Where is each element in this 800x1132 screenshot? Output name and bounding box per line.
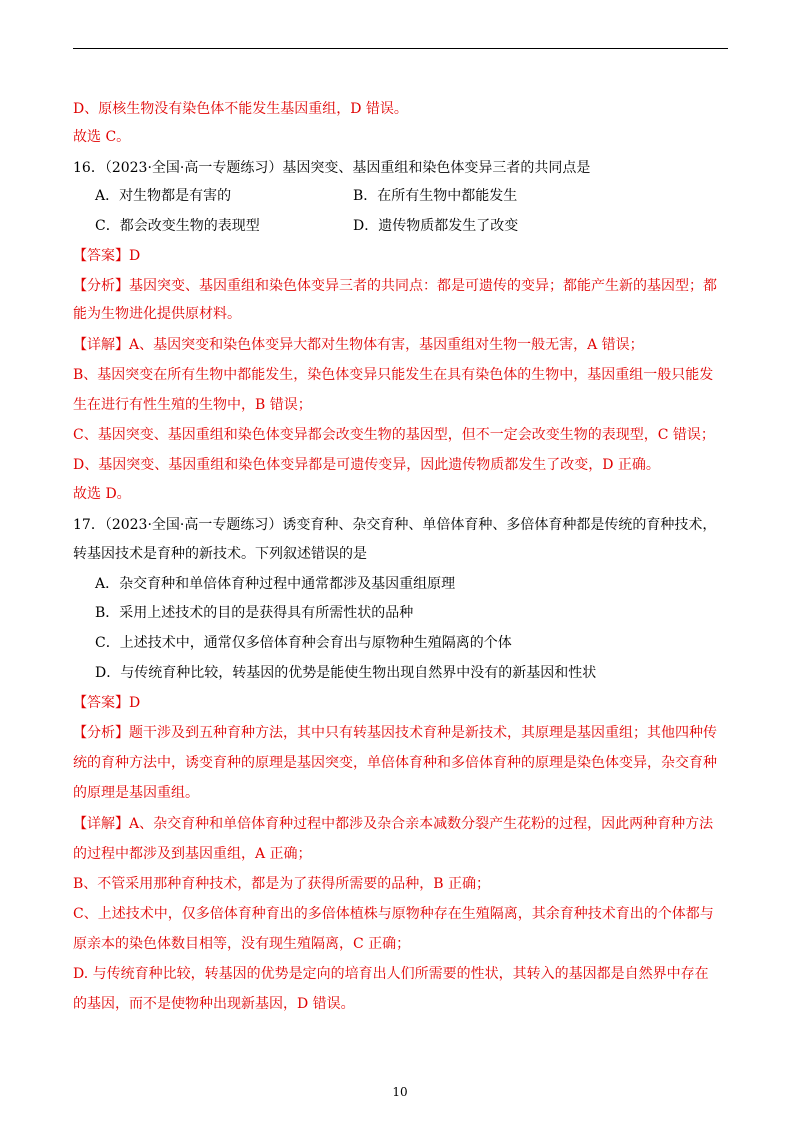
question-17-stem: 17．（2023·全国·高一专题练习）诱变育种、杂交育种、单倍体育种、多倍体育种都是传统的育种技术， — [73, 517, 717, 533]
question-16-detail: D、基因突变、基因重组和染色体变异都是可遗传变异，因此遗传物质都发生了改变，D 正确。 — [73, 457, 660, 473]
question-17-detail: 的基因，而不是使物种出现新基因，D 错误。 — [73, 996, 355, 1012]
question-17-analysis: 的原理是基因重组。 — [73, 785, 199, 801]
question-17-option-b: B．采用上述技术的目的是获得具有所需性状的品种 — [95, 605, 414, 621]
question-17-stem: 转基因技术是育种的新技术。下列叙述错误的是 — [73, 546, 367, 562]
question-17-detail: 原亲本的染色体数目相等，没有现生殖隔离，C 正确； — [73, 936, 411, 952]
question-17-answer: 【答案】D — [73, 695, 141, 711]
question-16-analysis: 【分析】基因突变、基因重组和染色体变异三者的共同点：都是可遗传的变异；都能产生新的基因型；都 — [73, 278, 717, 294]
question-16-option-b: B．在所有生物中都能发生 — [353, 188, 518, 204]
text-line: 故选 C。 — [73, 129, 131, 145]
question-16-option-a: A．对生物都是有害的 — [95, 188, 232, 204]
question-17-detail: D. 与传统育种比较，转基因的优势是定向的培育出人们所需要的性状，其转入的基因都是自然界中存在 — [73, 966, 709, 982]
header-rule — [73, 48, 728, 49]
question-17-analysis: 统的育种方法中，诱变育种的原理是基因突变，单倍体育种和多倍体育种的原理是染色体变异，杂交育种 — [73, 755, 717, 771]
question-17-option-d: D．与传统育种比较，转基因的优势是能使生物出现自然界中没有的新基因和性状 — [95, 665, 597, 681]
text-line: D、原核生物没有染色体不能发生基因重组，D 错误。 — [73, 101, 408, 117]
question-16-option-c: C．都会改变生物的表现型 — [95, 218, 260, 234]
question-17-detail: 的过程中都涉及到基因重组，A 正确； — [73, 846, 312, 862]
question-16-answer: 【答案】D — [73, 248, 141, 264]
question-16-detail: C、基因突变、基因重组和染色体变异都会改变生物的基因型，但不一定会改变生物的表现型，C 错误； — [73, 427, 715, 443]
question-17-option-c: C．上述技术中，通常仅多倍体育种会育出与原物种生殖隔离的个体 — [95, 635, 512, 651]
question-17-option-a: A．杂交育种和单倍体育种过程中通常都涉及基因重组原理 — [95, 576, 456, 592]
question-16-detail: 【详解】A、基因突变和染色体变异大都对生物体有害，基因重组对生物一般无害，A 错误； — [73, 337, 644, 353]
question-16-analysis: 能为生物进化提供原材料。 — [73, 306, 241, 322]
question-17-detail: 【详解】A、杂交育种和单倍体育种过程中都涉及杂合亲本减数分裂产生花粉的过程，因此两种育种方法 — [73, 816, 714, 832]
question-16-option-d: D．遗传物质都发生了改变 — [353, 218, 519, 234]
page-number: 10 — [392, 1085, 408, 1099]
question-16-selection: 故选 D。 — [73, 486, 131, 502]
question-17-analysis: 【分析】题干涉及到五种育种方法，其中只有转基因技术育种是新技术，其原理是基因重组；其他四种传 — [73, 725, 717, 741]
question-16-stem: 16．（2023·全国·高一专题练习）基因突变、基因重组和染色体变异三者的共同点是 — [73, 160, 591, 176]
question-16-detail: B、基因突变在所有生物中都能发生，染色体变异只能发生在具有染色体的生物中，基因重组一般只能发 — [73, 367, 714, 383]
question-17-detail: C、上述技术中，仅多倍体育种育出的多倍体植株与原物种存在生殖隔离，其余育种技术育出的个体都与 — [73, 906, 714, 922]
question-16-detail: 生在进行有性生殖的生物中，B 错误； — [73, 397, 312, 413]
question-17-detail: B、不管采用那种育种技术，都是为了获得所需要的品种，B 正确； — [73, 876, 491, 892]
